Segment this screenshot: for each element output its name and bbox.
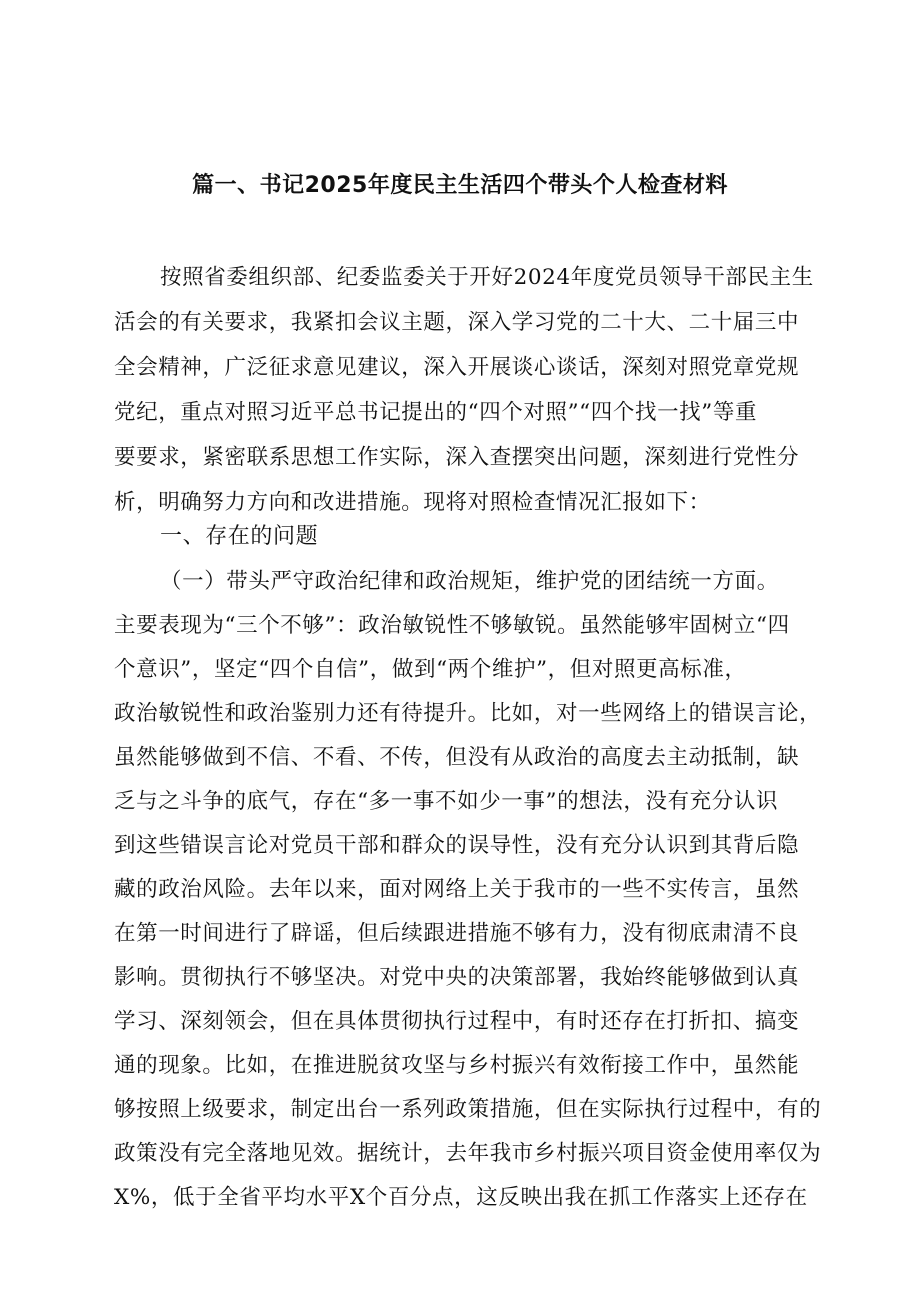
section-line-9: 在第一时间进行了辟谣，但后续跟进措施不够有力，没有彻底肃清不良 — [114, 921, 800, 946]
document-title: 篇一、书记2025年度民主生活四个带头个人检查材料 — [192, 173, 728, 198]
intro-line-3: 全会精神，广泛征求意见建议，深入开展谈心谈话，深刻对照党章党规 — [114, 355, 800, 380]
section-line-8: 藏的政治风险。去年以来，面对网络上关于我市的一些不实传言，虽然 — [114, 877, 800, 902]
section-line-14: 政策没有完全落地见效。据统计，去年我市乡村振兴项目资金使用率仅为 — [114, 1141, 822, 1166]
section-line-3: 个意识”，坚定“四个自信”，做到“两个维护”，但对照更高标准， — [114, 657, 747, 682]
section-line-10: 影响。贯彻执行不够坚决。对党中央的决策部署，我始终能够做到认真 — [114, 965, 800, 990]
section-line-11: 学习、深刻领会，但在具体贯彻执行过程中，有时还存在打折扣、搞变 — [114, 1009, 800, 1034]
section-heading: 一、存在的问题 — [160, 524, 319, 549]
section-line-7: 到这些错误言论对党员干部和群众的误导性，没有充分认识到其背后隐 — [114, 833, 800, 858]
intro-line-6: 析，明确努力方向和改进措施。现将对照检查情况汇报如下： — [114, 490, 711, 515]
intro-line-4: 党纪，重点对照习近平总书记提出的“四个对照”“四个找一找”等重 — [114, 400, 758, 425]
intro-line-1: 按照省委组织部、纪委监委关于开好2024年度党员领导干部民主生 — [160, 265, 814, 290]
intro-line-2: 活会的有关要求，我紧扣会议主题，深入学习党的二十大、二十届三中 — [114, 310, 800, 335]
section-line-15: X%，低于全省平均水平X个百分点，这反映出我在抓工作落实上还存在 — [114, 1185, 808, 1210]
section-line-4: 政治敏锐性和政治鉴别力还有待提升。比如，对一些网络上的错误言论， — [114, 701, 822, 726]
section-line-13: 够按照上级要求，制定出台一系列政策措施，但在实际执行过程中，有的 — [114, 1097, 822, 1122]
section-line-6: 乏与之斗争的底气，存在“多一事不如少一事”的想法，没有充分认识 — [114, 789, 779, 814]
section-line-12: 通的现象。比如，在推进脱贫攻坚与乡村振兴有效衔接工作中，虽然能 — [114, 1053, 800, 1078]
section-line-1: （一）带头严守政治纪律和政治规矩，维护党的团结统一方面。 — [160, 569, 779, 594]
section-line-2: 主要表现为“三个不够”：政治敏锐性不够敏锐。虽然能够牢固树立“四 — [114, 613, 790, 638]
intro-line-5: 要要求，紧密联系思想工作实际，深入查摆突出问题，深刻进行党性分 — [114, 445, 800, 470]
section-line-5: 虽然能够做到不信、不看、不传，但没有从政治的高度去主动抵制，缺 — [114, 745, 800, 770]
